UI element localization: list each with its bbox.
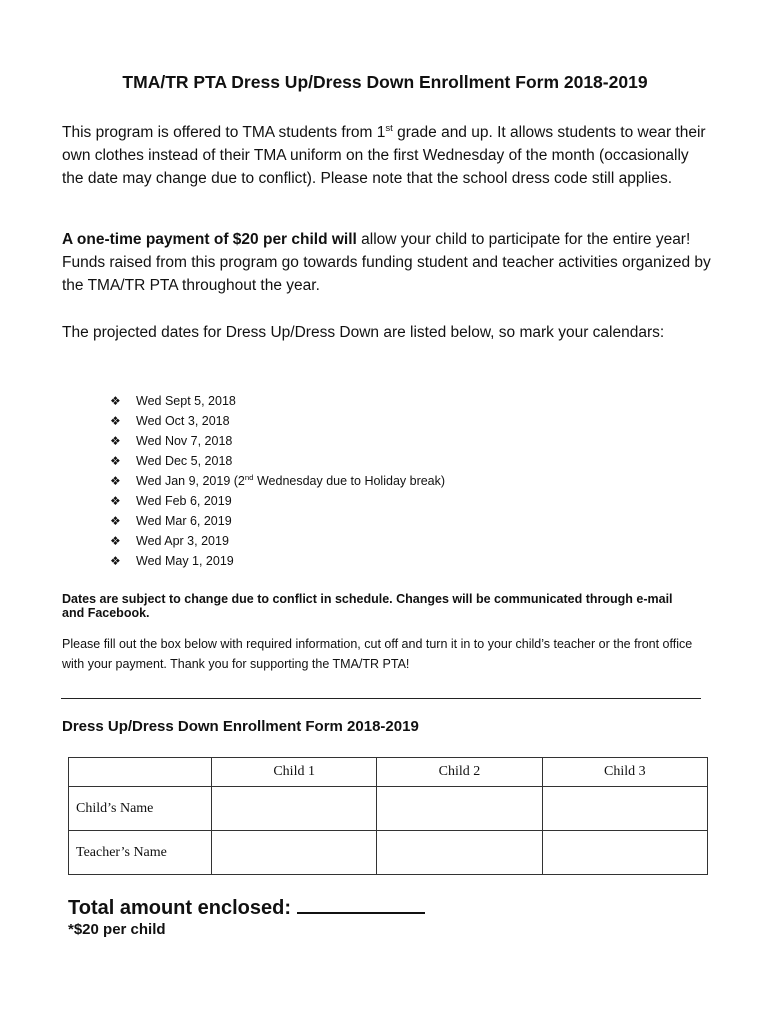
date-item (110, 491, 445, 511)
date-text: Wed Jan 9, 2019 (2 (136, 474, 245, 488)
diamond-bullet-icon: ❖ (110, 554, 121, 568)
date-text: Wed Apr 3, 2019 (136, 534, 229, 548)
total-amount-label: Total amount enclosed: (68, 897, 291, 919)
diamond-bullet-icon: ❖ (110, 534, 121, 548)
diamond-bullet-icon: ❖ (110, 414, 121, 428)
per-child-note: *$20 per child (68, 921, 166, 938)
dates-list (110, 391, 445, 571)
header-cell-blank (69, 758, 212, 787)
date-text: Wed May 1, 2019 (136, 554, 234, 568)
teachers-name-field-3[interactable] (542, 831, 707, 875)
date-note: Wednesday due to Holiday break) (253, 474, 446, 488)
date-item (110, 531, 445, 551)
diamond-bullet-icon: ❖ (110, 474, 121, 488)
date-text: Wed Sept 5, 2018 (136, 394, 236, 408)
diamond-bullet-icon: ❖ (110, 394, 121, 408)
total-amount-blank[interactable] (297, 894, 425, 914)
date-item (110, 471, 445, 491)
date-item (110, 431, 445, 451)
teachers-name-field-1[interactable] (212, 831, 377, 875)
childs-name-field-2[interactable] (377, 787, 542, 831)
childs-name-field-3[interactable] (542, 787, 707, 831)
table-row-teachers-name (69, 831, 708, 875)
date-text: Wed Mar 6, 2019 (136, 514, 232, 528)
header-cell-child-2: Child 2 (377, 758, 542, 787)
schedule-notice: Dates are subject to change due to conflict in schedule. Changes will be communicated through e-mail and Facebook. (62, 592, 673, 620)
table-row-childs-name (69, 787, 708, 831)
date-text: Wed Feb 6, 2019 (136, 494, 232, 508)
intro-superscript: st (385, 122, 393, 134)
diamond-bullet-icon: ❖ (110, 434, 121, 448)
payment-text: allow your child to participate for the entire year! Funds raised from this program go towards funding student and teacher activities organized by the TMA/TR PTA throughout the year. (62, 231, 711, 294)
form-title: Dress Up/Dress Down Enrollment Form 2018-2019 (62, 718, 419, 735)
payment-paragraph (62, 228, 712, 297)
date-item (110, 551, 445, 571)
date-superscript: nd (244, 472, 254, 482)
total-amount-line (68, 894, 425, 920)
date-item (110, 511, 445, 531)
date-text: Wed Oct 3, 2018 (136, 414, 230, 428)
header-cell-child-1: Child 1 (212, 758, 377, 787)
date-item (110, 391, 445, 411)
enrollment-table (68, 757, 708, 875)
cut-line-divider (61, 698, 701, 699)
diamond-bullet-icon: ❖ (110, 514, 121, 528)
diamond-bullet-icon: ❖ (110, 494, 121, 508)
date-text: Wed Nov 7, 2018 (136, 434, 233, 448)
header-cell-child-3: Child 3 (542, 758, 707, 787)
page-title: TMA/TR PTA Dress Up/Dress Down Enrollment Form 2018-2019 (122, 72, 648, 92)
row-label: Teacher’s Name (69, 831, 212, 875)
intro-paragraph (62, 121, 712, 190)
date-text: Wed Dec 5, 2018 (136, 454, 233, 468)
diamond-bullet-icon: ❖ (110, 454, 121, 468)
date-item (110, 451, 445, 471)
date-item (110, 411, 445, 431)
row-label: Child’s Name (69, 787, 212, 831)
instructions: Please fill out the box below with required information, cut off and turn it in to your child’s teacher or the front office with your payment. Thank you for supporting the TMA/TR PTA! (62, 637, 693, 671)
dates-intro: The projected dates for Dress Up/Dress Down are listed below, so mark your calendars: (62, 324, 665, 341)
childs-name-field-1[interactable] (212, 787, 377, 831)
teachers-name-field-2[interactable] (377, 831, 542, 875)
intro-text-start: This program is offered to TMA students from 1 (62, 124, 386, 141)
table-header-row (69, 758, 708, 787)
payment-bold-text: A one-time payment of $20 per child will (62, 231, 357, 248)
intro-text-end: grade and up. It allows students to wear their own clothes instead of their TMA uniform on the first Wednesday of the month (occasionally the date may change due to conflict). Please note that the school dress code still applies. (62, 124, 706, 187)
